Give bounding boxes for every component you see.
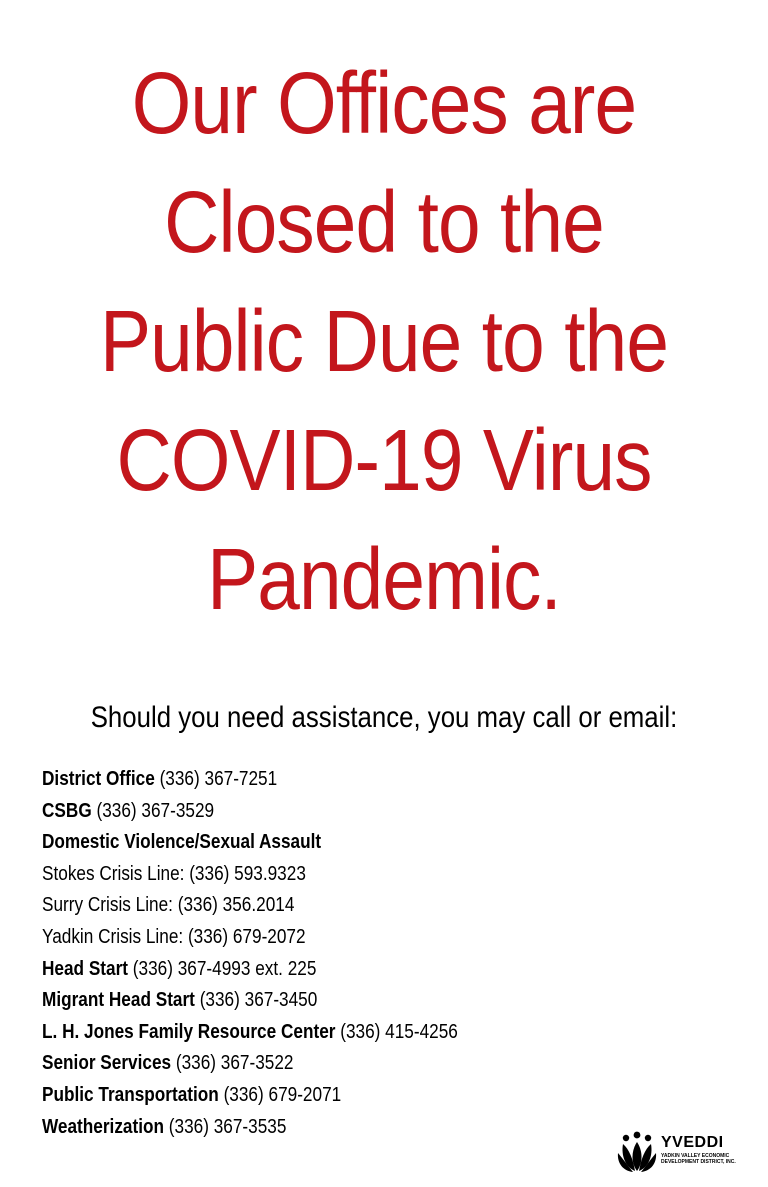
contact-senior-services <box>42 1048 524 1080</box>
contact-public-transportation <box>42 1080 524 1112</box>
yveddi-people-icon <box>617 1131 657 1173</box>
contact-name: Head Start <box>42 957 129 980</box>
contact-name: Senior Services <box>42 1052 172 1075</box>
contact-stokes-crisis-line <box>42 859 524 891</box>
contact-detail: (336) 367-7251 <box>154 768 278 790</box>
contact-detail: (336) 367-3529 <box>91 799 215 822</box>
contact-detail: (336) 367-3450 <box>194 989 318 1012</box>
contact-detail: (336) 415-4256 <box>335 1020 458 1043</box>
contact-lh-jones-center <box>42 1017 524 1049</box>
contact-detail: (336) 367-4993 ext. 225 <box>128 957 317 980</box>
headline-line: Our Offices are <box>131 55 637 152</box>
contact-migrant-head-start <box>42 985 524 1017</box>
headline-line: Pandemic. <box>207 531 561 628</box>
contact-detail: (336) 367-3522 <box>171 1052 294 1075</box>
contact-detail: Yadkin Crisis Line: (336) 679-2072 <box>42 925 306 948</box>
logo-tagline: YADKIN VALLEY ECONOMIC DEVELOPMENT DISTRICT, INC. <box>661 1153 736 1165</box>
headline-line: Closed to the <box>164 174 604 271</box>
yveddi-logo <box>617 1131 747 1175</box>
contact-name: District Office <box>42 768 155 790</box>
contact-head-start <box>42 954 524 986</box>
contact-weatherization <box>42 1112 524 1144</box>
contact-domestic-violence <box>42 827 524 859</box>
contact-name: Domestic Violence/Sexual Assault <box>42 831 322 854</box>
contact-name: L. H. Jones Family Resource Center <box>42 1020 336 1043</box>
logo-wordmark: YVEDDI <box>661 1134 724 1151</box>
contact-detail: Stokes Crisis Line: (336) 593.9323 <box>42 862 306 885</box>
contact-surry-crisis-line <box>42 890 524 922</box>
contact-district-office <box>42 764 524 796</box>
contact-detail: (336) 679-2071 <box>218 1083 342 1106</box>
contact-name: Weatherization <box>42 1115 165 1138</box>
assistance-subheading: Should you need assistance, you may call or email: <box>90 701 678 734</box>
contact-name: Migrant Head Start <box>42 989 195 1012</box>
contact-name: Public Transportation <box>42 1083 219 1106</box>
contact-list <box>42 764 524 1143</box>
contact-detail: Surry Crisis Line: (336) 356.2014 <box>42 894 295 917</box>
closure-headline <box>46 44 722 639</box>
contact-name: CSBG <box>42 799 92 822</box>
headline-line: COVID-19 Virus <box>116 412 652 509</box>
contact-csbg <box>42 796 524 828</box>
contact-yadkin-crisis-line <box>42 922 524 954</box>
headline-line: Public Due to the <box>99 293 669 390</box>
contact-detail: (336) 367-3535 <box>164 1115 287 1138</box>
